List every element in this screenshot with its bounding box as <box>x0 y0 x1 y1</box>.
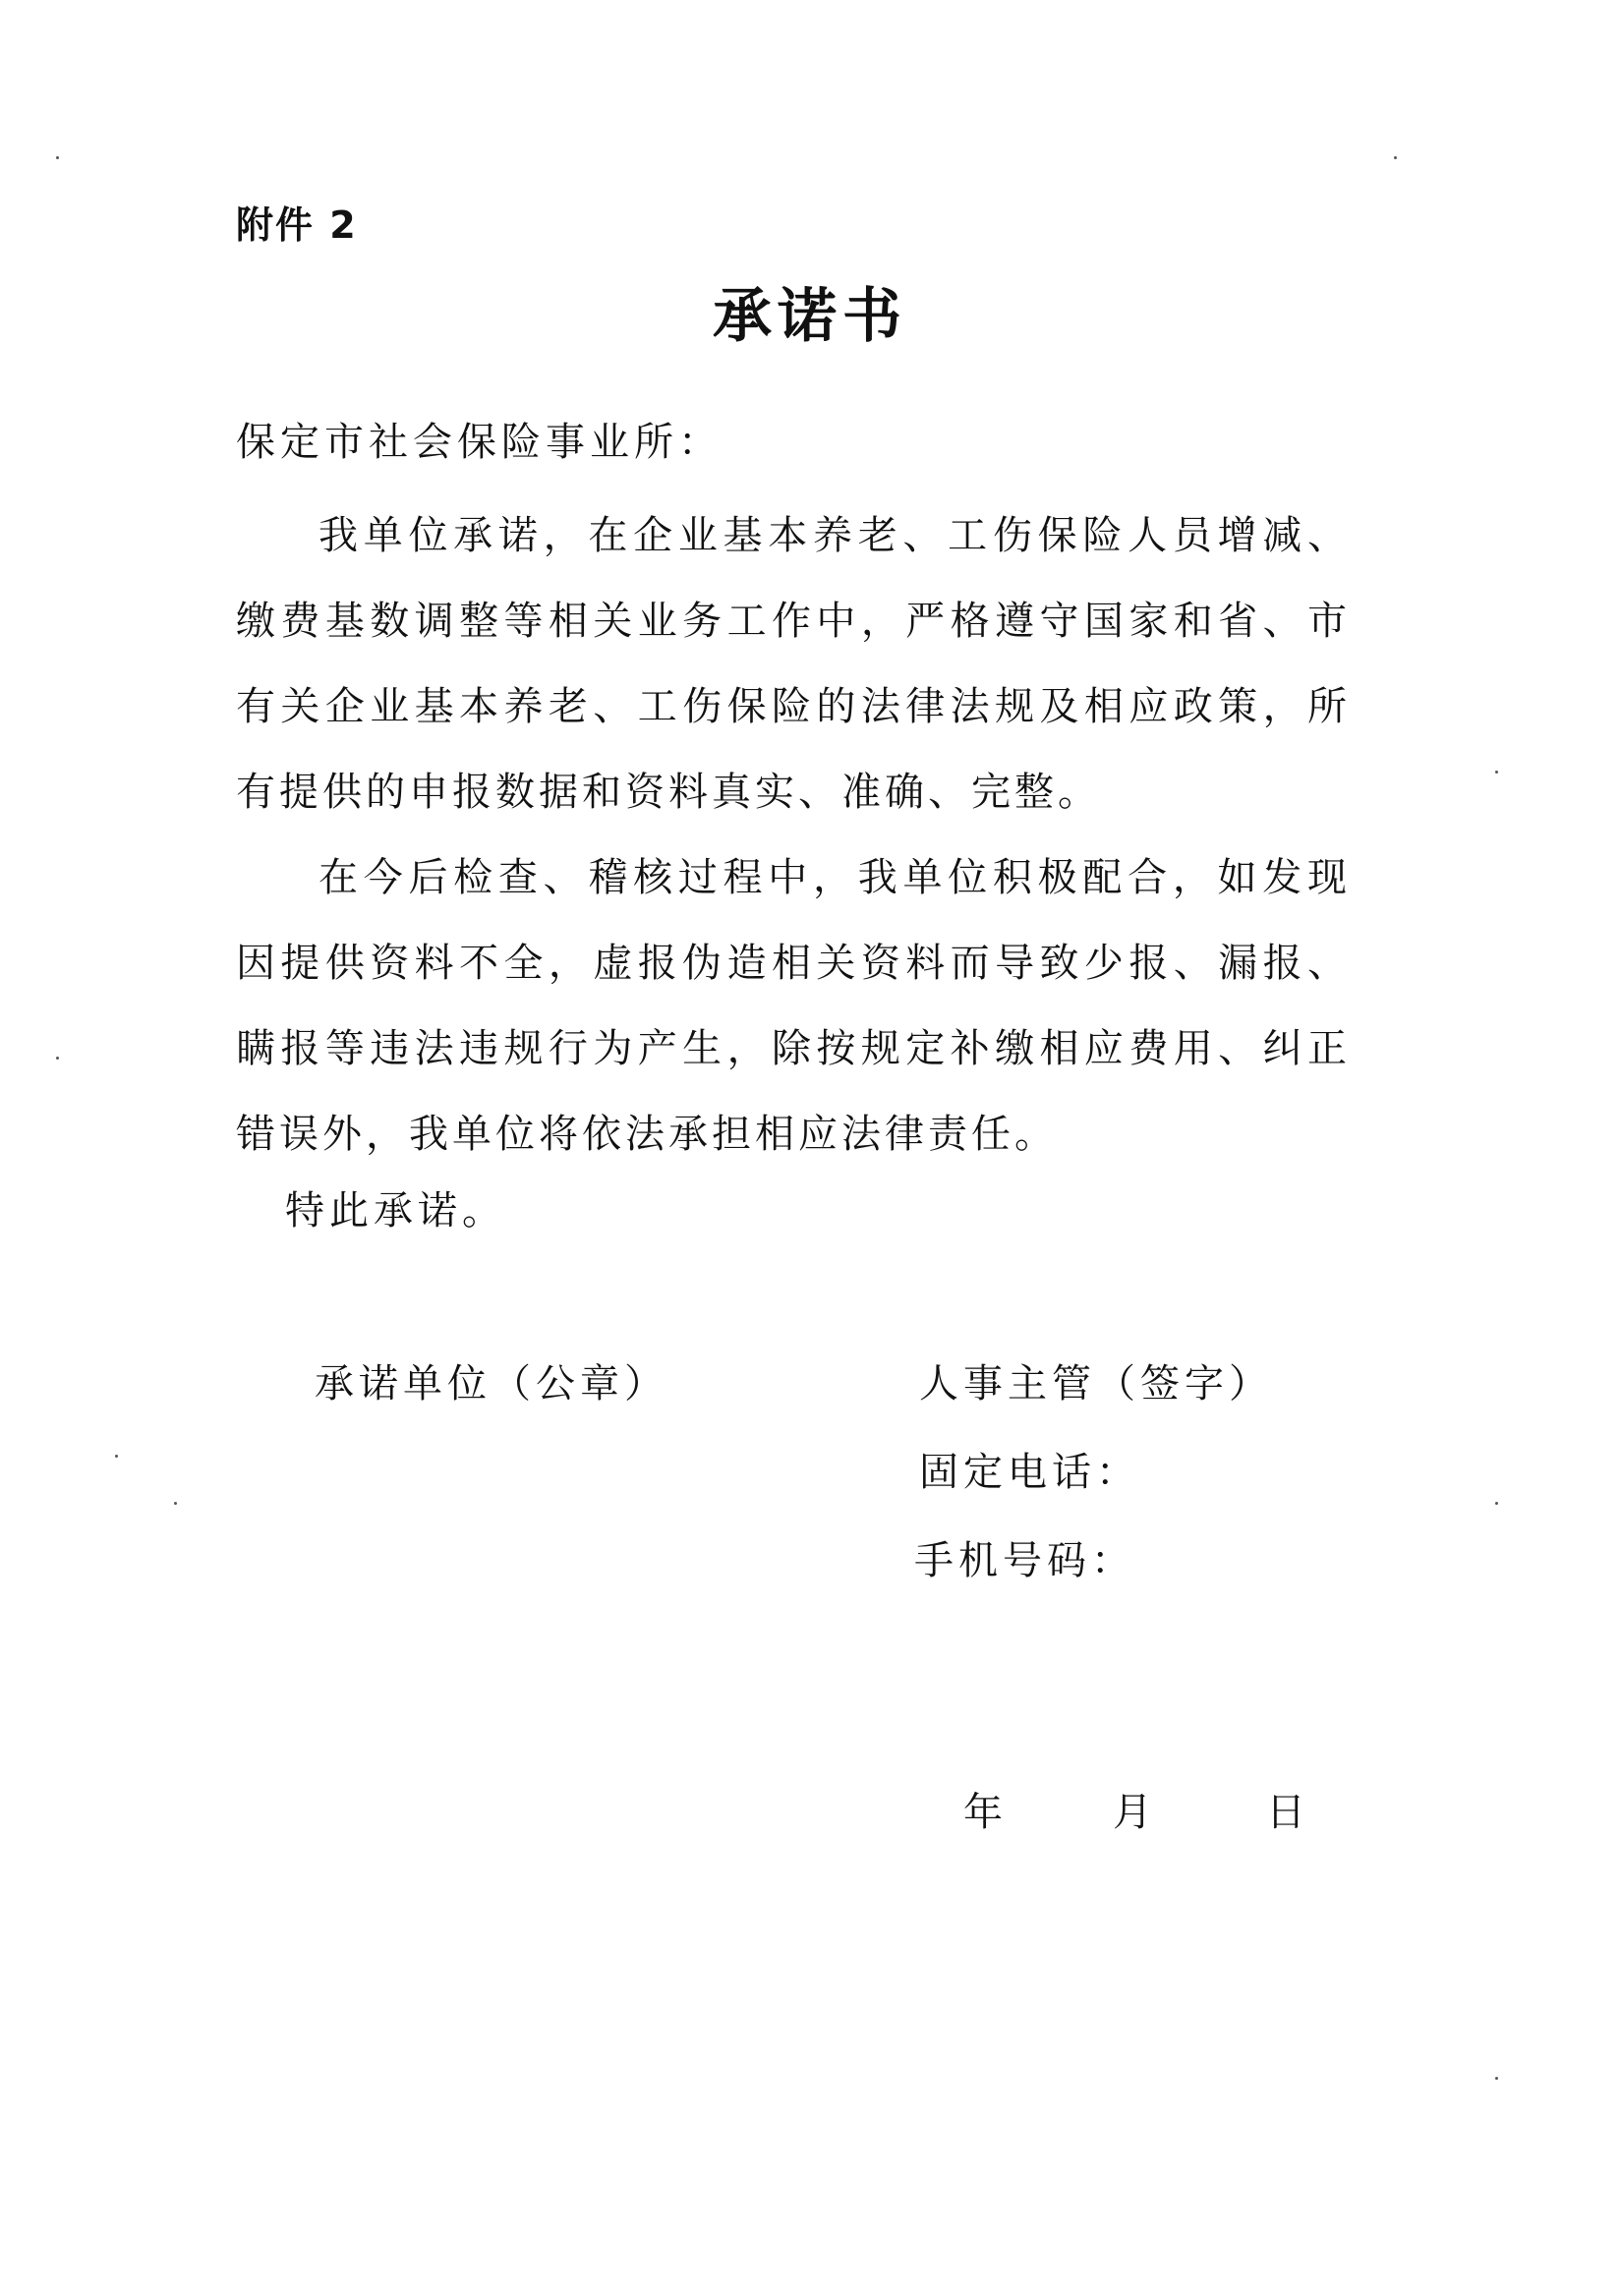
landline-phone-label: 固定电话： <box>919 1450 1140 1495</box>
document-title: 承诺书 <box>713 282 907 351</box>
addressee: 保定市社会保险事业所： <box>236 420 723 465</box>
scan-speck <box>115 1455 118 1458</box>
scan-speck <box>1495 2077 1498 2080</box>
scan-speck <box>1495 771 1498 774</box>
date-month-label: 月 <box>1113 1790 1152 1835</box>
scan-speck <box>56 156 59 159</box>
hr-supervisor-signature-label: 人事主管（签字） <box>919 1361 1273 1406</box>
scan-speck <box>1495 1502 1498 1505</box>
closing-statement: 特此承诺。 <box>285 1188 506 1234</box>
scan-speck <box>56 1057 59 1060</box>
mobile-number-label: 手机号码： <box>914 1538 1135 1583</box>
commitment-paragraph-2: 在今后检查、稽核过程中，我单位积极配合，如发现因提供资料不全，虚报伪造相关资料而导致少报、漏报、瞒报等违法违规行为产生，除按规定补缴相应费用、纠正错误外，我单位将依法承担相应法律责任。 <box>236 855 1351 1157</box>
attachment-label: 附件 2 <box>236 203 358 247</box>
commitment-paragraph-1: 我单位承诺，在企业基本养老、工伤保险人员增减、缴费基数调整等相关业务工作中，严格遵守国家和省、市有关企业基本养老、工伤保险的法律法规及相应政策，所有提供的申报数据和资料真实、准确、完整。 <box>236 513 1351 815</box>
date-year-label: 年 <box>963 1790 1003 1835</box>
committing-unit-seal-label: 承诺单位（公章） <box>315 1361 668 1406</box>
date-day-label: 日 <box>1266 1790 1305 1835</box>
scan-speck <box>1394 156 1397 159</box>
scan-speck <box>174 1502 177 1505</box>
